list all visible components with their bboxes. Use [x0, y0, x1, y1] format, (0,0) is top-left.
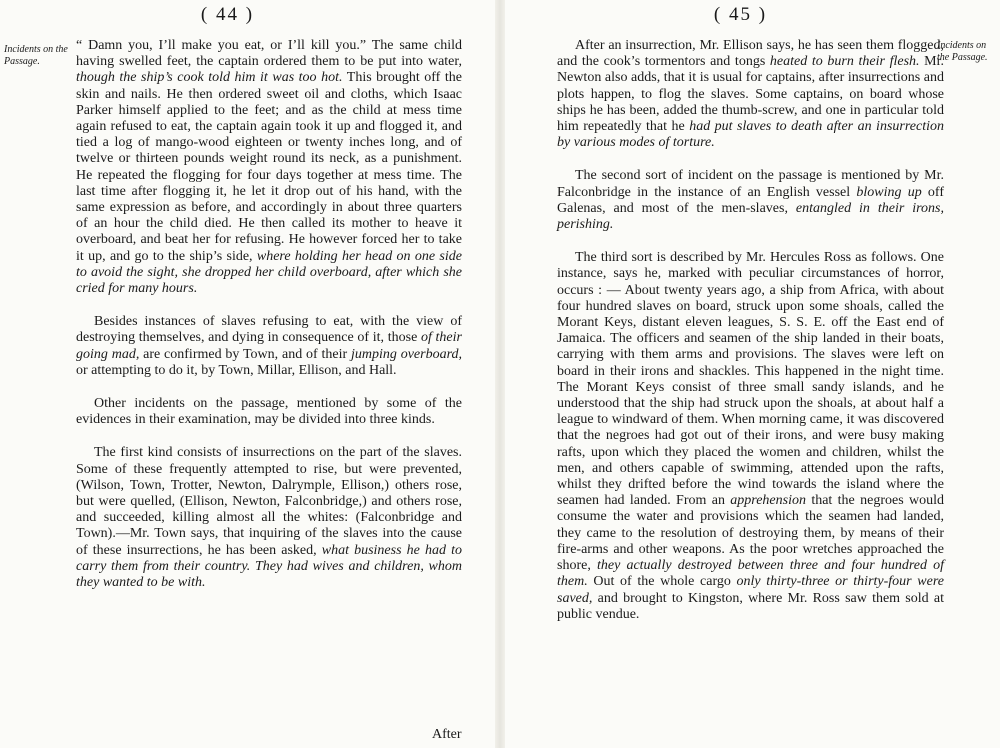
- italic-phrase: where holding her head on one side to avoid the sight, she dropped her child overboard,: [76, 248, 462, 280]
- italic-phrase: jumping overboard,: [350, 346, 462, 362]
- italic-phrase: apprehension: [730, 493, 806, 509]
- paragraph-left-3: Other incidents on the passage, mentioned by some of the evidences in their examination, may be divided into three kinds.: [76, 396, 462, 428]
- page-number-right: ( 45 ): [713, 4, 768, 25]
- margin-note-right: Incidents on the Passage.: [937, 40, 988, 63]
- paragraph-right-3: The third sort is described by Mr. Hercules Ross as follows. One instance, says he, marked with peculiar circumstances of horror, occurs : — About twenty years ago, a ship from Africa, with about four hundred slaves on board, struck upon some shoals, called the Morant Keys, distant eleven leagues, S. S. E. off the East end of Jamaica. The officers and seamen of the ship landed in their boats, carrying with them arms and provisions. The slaves were left on board in their irons and shackles. This happened in the night time. The Morant Keys consist of three small sandy islands, and he understood that the ship had struck upon the shoals, at about half a league to windward of them. When morning came, it was discovered that the negroes had got out of their irons, and were busy making rafts, upon which they placed the women and children, whilst the men, and others capable of swimming, attended upon the rafts, whilst they drifted before the wind towards the island where the seamen had landed. From an apprehension that the negroes would consume the water and provisions which the seamen had landed, they came to the resolution of destroying them, by means of their fire-arms and other weapons. As the poor wretches approached the shore, they actually destroyed between three and four hundred of them. Out of the whole cargo only thirty-three or thirty-four were saved, and brought to Kingston, where Mr. Ross saw them sold at public vendue.: [557, 250, 945, 622]
- left-text-column: [76, 38, 462, 608]
- italic-phrase: after which she cried for many hours.: [76, 264, 462, 297]
- right-page: [505, 0, 1000, 748]
- paragraph-left-2: Besides instances of slaves refusing to eat, with the view of destroying themselves, and dying in consequence of it, those of their going mad, are confirmed by Town, and of their jumping overboard, or attempting to do it, by Town, Millar, Ellison, and Hall.: [76, 314, 462, 378]
- italic-phrase: what business he had to carry them from their country. They had wives and children, whom they wanted to be with.: [76, 542, 462, 591]
- page-number-left: ( 44 ): [200, 4, 255, 25]
- italic-phrase: heated to burn their flesh.: [769, 54, 920, 70]
- paragraph-left-1: “ Damn you, I’ll make you eat, or I’ll kill you.” The same child having swelled feet, the captain ordered them to be put into water, though the ship’s cook told him it was too hot. This brought off the skin and nails. He then ordered sweet oil and cloths, which Isaac Parker himself applied to the feet; and as the child at mess time again refused to eat, the captain again took it up and flogged it, and tied a log of mango-wood eighteen or twenty inches long, and of twelve or thirteen pounds weight round its neck, as a punishment. He repeated the flogging for four days together at mess time. The last time after flogging it, he let it drop out of his hand, with the same expression as before, and accordingly in about three quarters of an hour the child died. He then called its mother to heave it overboard, and beat her for refusing. He however forced her to take it up, and go to the ship’s side, where holding her head on one side to avoid the sight, she dropped her child overboard, after which she cried for many hours.: [76, 38, 462, 297]
- paragraph-right-1: After an insurrection, Mr. Ellison says, he has seen them flogged, and the cook’s tormentors and tongs heated to burn their flesh. Mr. Newton also adds, that it is usual for captains, after insurrections and plots happen, to flog the slaves. Some captains, on board whose ships he has been, added the thumb-screw, and one in particular told him repeatedly that he had put slaves to death after an insurrection by various modes of torture.: [557, 38, 945, 151]
- paragraph-left-4: The first kind consists of insurrections on the part of the slaves. Some of these frequently attempted to rise, but were prevented, (Wilson, Town, Trotter, Newton, Dalrymple, Ellison,) others rose, but were quelled, (Ellison, Newton, Falconbridge,) and others rose, and succeeded, killing almost all the whites: (Falconbridge and Town).—Mr. Town says, that inquiring of the slaves into the cause of these insurrections, he has been asked, what business he had to carry them from their country. They had wives and children, whom they wanted to be with.: [76, 445, 462, 591]
- book-gutter: [495, 0, 505, 748]
- italic-phrase: had put slaves to death after an insurrection by various modes of torture.: [557, 119, 944, 151]
- italic-phrase: though the ship’s cook told him it was too hot.: [76, 70, 343, 86]
- left-page: [0, 0, 495, 748]
- catchword: After: [432, 727, 462, 742]
- italic-phrase: they actually destroyed between three and four hundred of them.: [557, 558, 945, 590]
- italic-phrase: of their going mad,: [76, 330, 462, 362]
- italic-phrase: blowing up: [856, 184, 922, 200]
- right-text-column: [557, 38, 944, 640]
- paragraph-right-2: The second sort of incident on the passage is mentioned by Mr. Falconbridge in the instance of an English vessel blowing up off Galenas, and most of the men-slaves, entangled in their irons, perishing.: [557, 168, 944, 233]
- italic-phrase: only thirty-three or thirty-four were saved,: [557, 574, 944, 606]
- margin-note-left: Incidents on the Passage.: [4, 44, 68, 67]
- italic-phrase: entangled in their irons, perishing.: [557, 200, 944, 233]
